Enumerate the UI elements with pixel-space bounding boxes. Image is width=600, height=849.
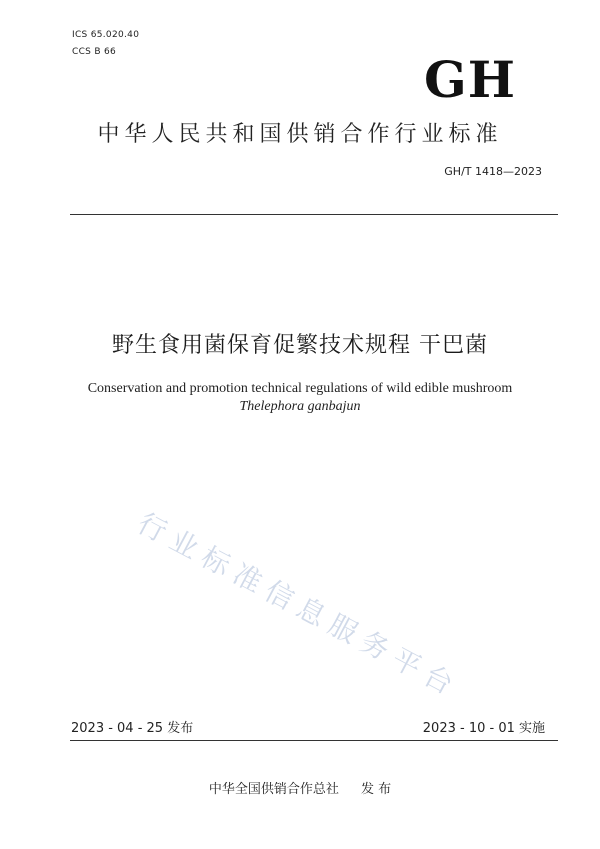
implementation-date: 2023 - 10 - 01 实施 [422,721,545,736]
gh-logo: GH [424,50,516,109]
title-latin-name: Thelephora ganbajun [239,399,361,414]
publish-label: 发 布 [360,782,392,797]
ccs-code: CCS B 66 [72,47,117,57]
footer-divider [70,740,558,741]
publisher-name: 中华全国供销合作总社 [208,782,339,797]
title-english: Conservation and promotion technical regulations of wild edible mushroom [87,381,513,396]
standard-number: GH/T 1418—2023 [444,165,542,178]
issue-date: 2023 - 04 - 25 发布 [71,721,194,736]
header-divider [70,214,558,215]
title-chinese: 野生食用菌保育促繁技术规程 干巴菌 [112,333,488,358]
watermark: 行业标准信息服务平台 [132,506,466,705]
standard-category: 中华人民共和国供销合作行业标准 [97,122,503,147]
ics-code: ICS 65.020.40 [72,30,140,40]
publisher-line [0,778,600,797]
